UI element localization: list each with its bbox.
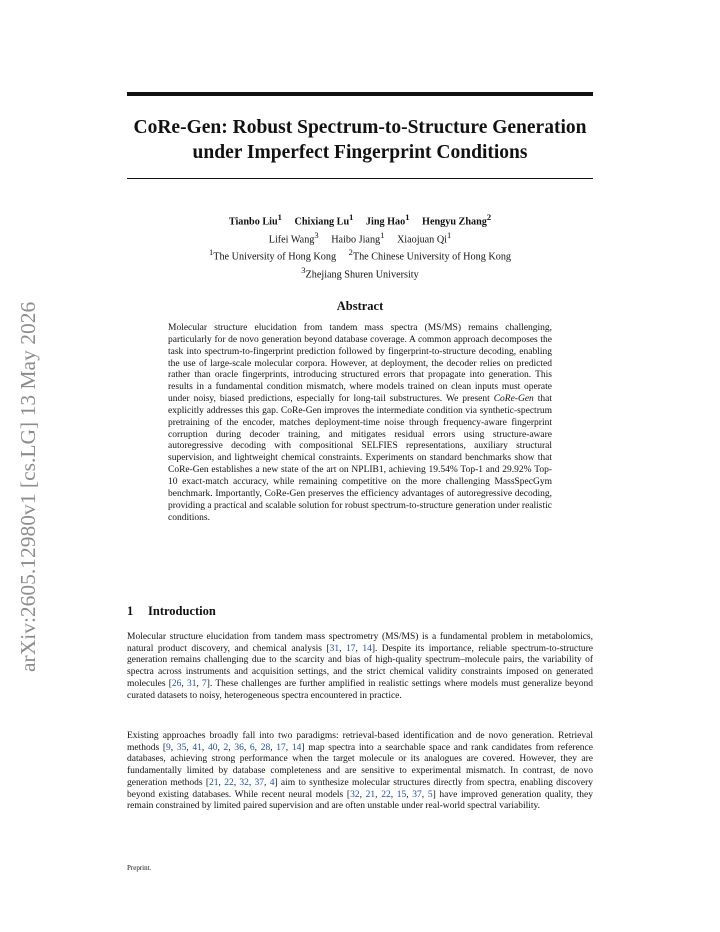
- author-name: Chixiang Lu: [294, 216, 350, 228]
- citation-link[interactable]: 21: [365, 789, 376, 800]
- abstract-text-run: that explicitly addresses this gap. CoRe-Gen improves the intermediate condition via synthetic-spectrum pretraining of the encoder, matches deployment-time noise through frequency-aware fingerprint corruption during decoder training, and mitigates residual errors using structure-aware autoregressive decoding with compositional SELFIES representations, auxiliary structural supervision, and lightweight chemical constraints. Experiments on standard benchmarks show that CoRe-Gen establishes a new state of the art on NPLIB1, achieving 19.54% Top-1 and 29.92% Top-10 exact-match accuracy, while remaining competitive on the more challenging MassSpecGym benchmark. Importantly, CoRe-Gen preserves the efficiency advantages of autoregressive decoding, providing a practical and scalable solution for robust spectrum-to-structure generation under realistic conditions.: [168, 394, 552, 523]
- citation-link[interactable]: 37: [412, 789, 422, 800]
- paragraph-text-run: ] have improved generation quality, they remain constrained by limited paired supervision and are often unstable under real-world spectral variability.: [127, 789, 594, 812]
- affiliation-mark: 3: [301, 264, 306, 275]
- affiliation-line: [127, 264, 593, 282]
- citation-link[interactable]: 37: [254, 777, 265, 788]
- paragraph-text-run: Molecular structure elucidation from tandem mass spectrometry (MS/MS) is a fundamental problem in metabolomics, natural product discovery, and chemical analysis [: [127, 632, 593, 654]
- citation-link[interactable]: 6: [249, 742, 255, 753]
- method-name: CoRe-Gen: [493, 394, 534, 405]
- author-name: Xiaojuan Qi: [396, 233, 448, 245]
- citation-link[interactable]: 9: [166, 742, 171, 753]
- citation-link[interactable]: 26: [171, 678, 182, 689]
- citation-link[interactable]: 40: [207, 742, 218, 753]
- abstract-text-run: Molecular structure elucidation from tandem mass spectra (MS/MS) remains challenging, particularly for de novo generation beyond database coverage. A common approach decomposes the task into spectrum-to-fingerprint prediction followed by fingerprint-to-structure decoding, enabling the use of large-scale molecular corpora. However, at deployment, the decoder relies on predicted rather than oracle fingerprints, introducing structured errors that propagate into generation. This results in a fundamental condition mismatch, where models trained on clean inputs must operate under noisy, biased predictions, especially for long-tail substructures. We present: [168, 323, 552, 405]
- paragraph-text-run: ]. Despite its importance, reliable spectrum-to-structure generation remains challenging due to the scarcity and bias of high-quality spectrum–molecule pairs, the variability of spectra across instruments and acquisition settings, and the strict chemical validity constraints imposed on generated molecules [: [127, 643, 594, 689]
- author-block: [127, 211, 593, 281]
- paragraph-text-run: ] map spectra into a searchable space and rank candidates from reference databases, achieving strong performance when the target molecule or its analogues are covered. However, they are fundamentally limited by database completeness and are sensitive to experimental mismatch. In contrast, de novo generation methods [: [127, 742, 593, 788]
- citation-link[interactable]: 21: [209, 777, 219, 788]
- abstract-heading: Abstract: [336, 299, 384, 313]
- citation-link[interactable]: 2: [223, 742, 229, 753]
- paper-title: [127, 115, 593, 165]
- title-top-rule: [127, 92, 593, 96]
- citation-link[interactable]: 31: [186, 678, 197, 689]
- intro-paragraph-1: Molecular structure elucidation from tandem mass spectrometry (MS/MS) is a fundamental problem in metabolomics, natural product discovery, and chemical analysis [31, 17, 14]. Despite its importance, reliable spectrum-to-structure generation remains challenging due to the scarcity and bias of high-quality spectrum–molecule pairs, the variability of spectra across instruments and acquisition settings, and the strict chemical validity constraints imposed on generated molecules [26, 31, 7]. These challenges are further amplified in realistic settings where models must generalize beyond curated datasets to noisy, heterogeneous spectra encountered in practice.: [127, 632, 594, 701]
- author-affiliation-mark: 1: [277, 212, 282, 222]
- intro-paragraph-2: Existing approaches broadly fall into two paradigms: retrieval-based identification and de novo generation. Retrieval methods [9, 35, 41, 40, 2, 36, 6, 28, 17, 14] map spectra into a searchable space and rank candidates from reference databases, achieving strong performance when the target molecule or its analogues are covered. However, they are fundamentally limited by database completeness and are sensitive to experimental mismatch. In contrast, de novo generation methods [21, 22, 32, 37, 4] aim to synthesize molecular structures directly from spectra, enabling discovery beyond existing databases. While recent neural models [32, 21, 22, 15, 37, 5] have improved generation quality, they remain constrained by limited paired supervision and are often unstable under real-world spectral variability.: [127, 731, 594, 812]
- author-line-2: [127, 229, 593, 247]
- citation-link[interactable]: 22: [381, 789, 391, 800]
- section-number: 1: [127, 604, 134, 618]
- citation-link[interactable]: 28: [260, 742, 271, 753]
- author-name: Jing Hao: [365, 216, 406, 228]
- citation-link[interactable]: 15: [396, 789, 407, 800]
- affiliation: Zhejiang Shuren University: [305, 269, 419, 281]
- section-heading: [127, 604, 216, 619]
- citation-link[interactable]: 17: [276, 742, 286, 753]
- title-bottom-rule: [127, 178, 593, 179]
- citation-link[interactable]: 14: [291, 742, 302, 753]
- citation-link[interactable]: 22: [224, 777, 234, 788]
- citation-link[interactable]: 4: [269, 777, 275, 788]
- preprint-footer: Preprint.: [127, 864, 152, 872]
- author-affiliation-mark: 1: [349, 212, 354, 222]
- affiliation-line: [127, 246, 593, 264]
- arxiv-stamp: arXiv:2605.12980v1 [cs.LG] 13 May 2026: [16, 301, 40, 672]
- citation-link[interactable]: 14: [362, 643, 372, 654]
- paragraph-text-run: Existing approaches broadly fall into two paradigms: retrieval-based identification and de novo generation. Retrieval methods [: [127, 731, 593, 753]
- title-line-1: CoRe-Gen: Robust Spectrum-to-Structure Generation: [133, 117, 587, 138]
- author-affiliation-mark: 2: [486, 212, 492, 222]
- author-name: Hengyu Zhang: [422, 216, 487, 228]
- citation-link[interactable]: 35: [176, 742, 187, 753]
- author-affiliation-mark: 1: [380, 229, 385, 240]
- citation-link[interactable]: 36: [234, 742, 244, 753]
- affiliation: The Chinese University of Hong Kong: [352, 251, 512, 263]
- affiliation: The University of Hong Kong: [213, 251, 337, 263]
- citation-link[interactable]: 31: [329, 643, 340, 654]
- affiliation-mark: 1: [208, 247, 214, 258]
- title-line-2: under Imperfect Fingerprint Conditions: [192, 142, 528, 163]
- author-affiliation-mark: 3: [314, 229, 319, 240]
- paragraph-text-run: ]. These challenges are further amplified in realistic settings where models must generalize beyond curated datasets to noisy, heterogeneous spectra encountered in practice.: [127, 678, 594, 701]
- author-line-1: [127, 211, 593, 229]
- paragraph-text-run: ] aim to synthesize molecular structures directly from spectra, enabling discovery beyond existing databases. While recent neural models [: [127, 777, 594, 800]
- citation-link[interactable]: 41: [192, 742, 202, 753]
- author-name: Haibo Jiang: [331, 233, 381, 245]
- citation-link[interactable]: 5: [427, 789, 433, 800]
- citation-link[interactable]: 32: [239, 777, 249, 788]
- abstract-text: [168, 323, 552, 524]
- citation-link[interactable]: 17: [345, 643, 356, 654]
- section-title: Introduction: [148, 604, 216, 618]
- author-name: Lifei Wang: [268, 233, 315, 245]
- citation-link[interactable]: 7: [202, 678, 207, 689]
- author-affiliation-mark: 1: [447, 229, 452, 240]
- citation-link[interactable]: 32: [350, 789, 360, 800]
- affiliation-mark: 2: [348, 247, 353, 258]
- author-name: Tianbo Liu: [228, 216, 278, 228]
- author-affiliation-mark: 1: [405, 212, 410, 222]
